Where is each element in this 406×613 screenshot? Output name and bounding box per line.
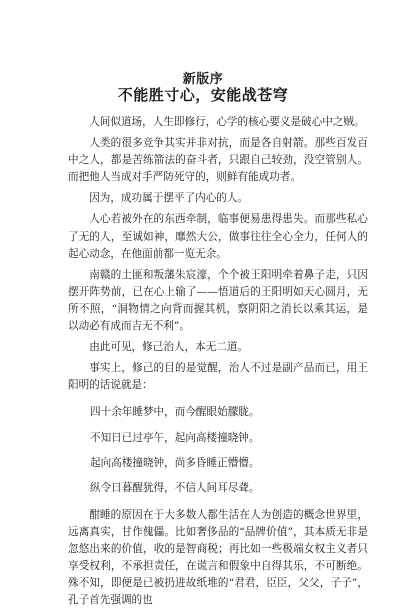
preface-header: 新版序 bbox=[182, 72, 224, 87]
preface-title: 不能胜寸心，安能战苍穹 bbox=[117, 86, 289, 104]
paragraph: 人心若被外在的东西牵制，临事便易患得患失。而那些私心了无的人，至诚如神，靡然大公，做事往往全心全力，任何人的起心动念，在他面前都一览无余。 bbox=[68, 213, 368, 260]
poem-line: 起向高楼撞晓钟，尚多昏睡正懵懵。 bbox=[90, 456, 260, 469]
paragraph: 由此可见，修己治人，本无二道。 bbox=[89, 341, 249, 354]
paragraph: 酣睡的原因在于大多数人都生活在人为创造的概念世界里，远离真实，甘作傀儡。比如奢侈品的“品牌价值”，其本质无非是忽悠出来的价值，收的是智商税；再比如一些极端女权主义者只享受权利，不承担责任，在谎言和假象中自得其乐，不可断绝。殊不知，即便是已被扔进故纸堆的“君君，臣臣，父父，子子”，孔子首先强调的也 bbox=[68, 508, 368, 607]
poem-block bbox=[68, 404, 368, 496]
paragraph: 南赣的土匪和叛藩朱宸濠，个个被王阳明牵着鼻子走，只因摆开阵势前，已在心上输了——悟道后的王阳明如天心圆月，无所不照，“洞物情之向背而握其机，察阴阳之消长以乘其运，是以动必有成而吉无不利”。 bbox=[68, 268, 368, 333]
paragraph: 人间似道场，人生即修行，心学的核心要义是破心中之贼。 bbox=[89, 116, 365, 128]
paragraph: 因为，成功属于摆平了内心的人。 bbox=[89, 192, 249, 205]
poem-line: 纵令日暮醒犹得，不信人间耳尽聋。 bbox=[90, 481, 260, 494]
poem-line: 不知日已过亭午，起向高楼撞晓钟。 bbox=[90, 431, 260, 444]
poem-line: 四十余年睡梦中，而今醒眼始朦胧。 bbox=[90, 406, 260, 419]
paragraph: 事实上，修己的目的是觉醒，治人不过是副产品而已，用王阳明的话说就是： bbox=[68, 362, 368, 392]
body-text bbox=[68, 114, 368, 613]
paragraph: 人类的很多竞争其实并非对抗，而是各自射箭。那些百发百中之人，都是苦练箭法的奋斗者，只跟自己较劲，没空管别人。而把他人当成对手严防死守的，则鲜有能成功者。 bbox=[68, 137, 368, 184]
